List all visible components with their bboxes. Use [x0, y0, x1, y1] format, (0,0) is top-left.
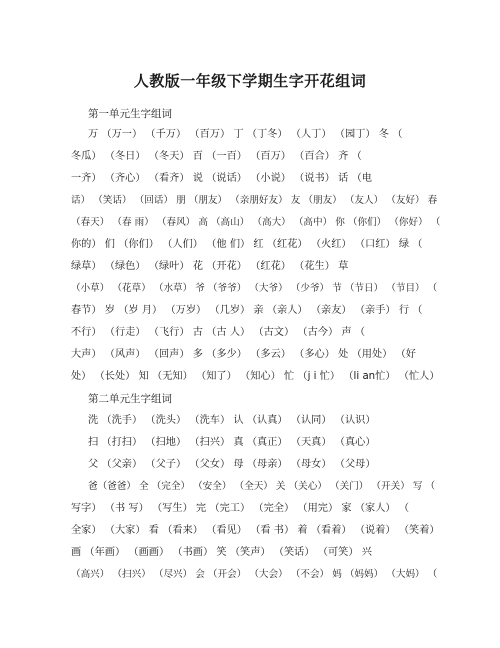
text-line: 父 （父亲） （父子） （父女） 母 （母亲） （母女） （父母）	[88, 459, 376, 470]
text-line: （高兴） （扫兴） （尽兴） 会 （开会） （大会） （不会） 妈 （妈妈） （大妈） （	[71, 569, 438, 580]
text-line: 扫 （打扫） （扫地） （扫兴） 真 （真正） （天真） （真心）	[88, 437, 376, 448]
text-line: 绿草） （绿色） （绿叶） 花 （开花） （红花） （花生） 草	[71, 261, 349, 272]
text-line: 万 （万一） （千万） （百万） 丁 （丁冬） （人丁） （园丁） 冬 （	[88, 129, 403, 140]
text-line: 话） （笑话） （回话） 朋 （朋友） （亲朋好友） 友 （朋友） （友人） （友好） 春	[71, 195, 438, 206]
section-heading: 第二单元生字组词	[88, 393, 172, 405]
text-line: （春天） （春 雨） （春风） 高 （高山） （高大） （高中） 你 （你们） （你好） （	[71, 217, 441, 228]
text-line: 写字） （书 写） （写生） 完 （完工） （完全） （用完） 家 （家人） （	[71, 503, 410, 514]
document-title: 人教版一年级下学期生字开花组词	[133, 72, 367, 90]
text-line: 爸（爸爸） 全 （完全） （安全） （全天） 关 （关心） （关门） （开关） 写 （	[88, 481, 436, 492]
section-heading: 第一单元生字组词	[88, 108, 172, 120]
text-line: （小草） （花草） （水草） 爷 （爷爷） （大爷） （少爷） 节 （节日） （节目） （	[71, 283, 438, 294]
text-line: 画 （年画） （画画） （书画） 笑 （笑声） （笑话） （可笑） 兴	[71, 547, 372, 558]
text-line: 大声） （风声） （回声） 多 （多少） （多云） （多心） 处 （用处） （好	[71, 349, 416, 360]
text-line: 全家） （大家） 看 （看来） （看见） （看 书） 着 （看着） （说着） （笑着）	[71, 525, 440, 536]
text-line: 你的） 们 （你们） （人们） （他 们） 红 （红花） （火红） （口红） 绿 （	[71, 239, 423, 250]
text-line: 一齐） （齐心） （看齐） 说 （说话） （小说） （说书） 话 （电	[71, 173, 372, 184]
text-line: 不行） （行走） （飞行） 古 （古 人） （古文） （古今） 声 （	[71, 327, 366, 338]
text-line: 洗 （洗手） （洗头） （洗车） 认 （认真） （认同） （认识）	[88, 415, 376, 426]
text-line: 冬瓜） （冬日） （冬天） 百 （一百） （百万） （百合） 齐 （	[71, 151, 362, 162]
text-line: 处） （长处） 知 （无知） （知了） （知心） 忙 （j i 忙） （li an忙） （忙人）	[71, 371, 440, 382]
text-line: 春节） 岁 （岁 月） （万岁） （几岁） 亲 （亲人） （亲友） （亲手） 行 （	[71, 305, 423, 316]
